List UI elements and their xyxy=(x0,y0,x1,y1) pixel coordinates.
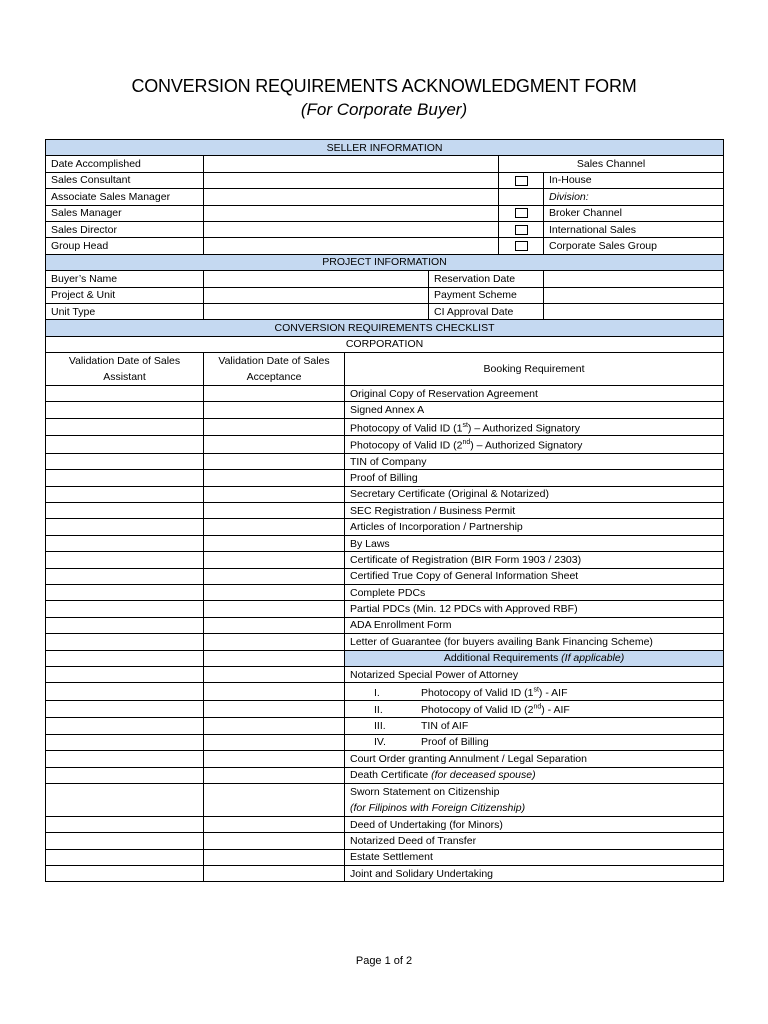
sales-acceptance-date-cell[interactable] xyxy=(204,734,345,750)
seller-field-label: Sales Director xyxy=(46,221,204,237)
payment-scheme-label: Payment Scheme xyxy=(429,287,544,303)
division-label-label: Division: xyxy=(544,189,724,205)
corporate-sales-group-checkbox-cell xyxy=(499,238,544,254)
requirement-item: Secretary Certificate (Original & Notarized) xyxy=(345,486,724,502)
sales-assistant-date-cell[interactable] xyxy=(46,751,204,767)
requirement-item: Articles of Incorporation / Partnership xyxy=(345,519,724,535)
sales-acceptance-date-cell[interactable] xyxy=(204,751,345,767)
ci-approval-date-label: CI Approval Date xyxy=(429,303,544,319)
death-certificate-note: (for deceased spouse) xyxy=(431,769,536,782)
death-certificate-label: Death Certificate xyxy=(350,769,429,782)
requirement-row xyxy=(46,503,724,519)
sales-assistant-date-cell[interactable] xyxy=(46,683,204,701)
col-validation-sales-acceptance: Validation Date of Sales Acceptance xyxy=(204,353,345,386)
requirement-row xyxy=(46,418,724,436)
buyer-name-input[interactable] xyxy=(204,271,429,287)
sales-assistant-date-cell[interactable] xyxy=(46,386,204,402)
requirement-item: Court Order granting Annulment / Legal Separation xyxy=(345,751,724,767)
requirement-item: Notarized Special Power of Attorney xyxy=(345,666,724,682)
sales-assistant-date-cell[interactable] xyxy=(46,767,204,783)
sales-assistant-date-cell[interactable] xyxy=(46,783,204,816)
spa-sub-number: IV. xyxy=(374,736,386,749)
requirement-item: TIN of Company xyxy=(345,453,724,469)
sales-assistant-date-cell[interactable] xyxy=(46,634,204,650)
additional-requirements-title: Additional Requirements xyxy=(443,652,559,665)
sales-acceptance-date-cell[interactable] xyxy=(204,833,345,849)
requirement-item: Joint and Solidary Undertaking xyxy=(345,866,724,882)
project-row xyxy=(46,287,724,303)
broker-channel-checkbox[interactable] xyxy=(515,208,528,218)
sales-assistant-date-cell[interactable] xyxy=(46,650,204,666)
sales-acceptance-date-cell[interactable] xyxy=(204,535,345,551)
sales-acceptance-date-cell[interactable] xyxy=(204,816,345,832)
seller-field-input[interactable] xyxy=(204,221,499,237)
corporation-row xyxy=(46,336,724,352)
sales-acceptance-date-cell[interactable] xyxy=(204,634,345,650)
sales-assistant-date-cell[interactable] xyxy=(46,519,204,535)
seller-row xyxy=(46,238,724,254)
requirement-item: Signed Annex A xyxy=(345,402,724,418)
seller-field-input[interactable] xyxy=(204,189,499,205)
spa-sub-text: Proof of Billing xyxy=(421,736,489,749)
sales-assistant-date-cell[interactable] xyxy=(46,436,204,454)
spa-sub-item xyxy=(345,734,724,750)
international-sales-checkbox-cell xyxy=(499,221,544,237)
sales-acceptance-date-cell[interactable] xyxy=(204,418,345,436)
sales-acceptance-date-cell[interactable] xyxy=(204,486,345,502)
requirement-row xyxy=(46,700,724,718)
project-unit-label: Project & Unit xyxy=(46,287,204,303)
seller-field-label: Associate Sales Manager xyxy=(46,189,204,205)
requirement-item xyxy=(345,783,724,816)
sales-assistant-date-cell[interactable] xyxy=(46,734,204,750)
sales-acceptance-date-cell[interactable] xyxy=(204,453,345,469)
spa-sub-text: Photocopy of Valid ID (2nd) - AIF xyxy=(421,703,570,717)
sales-acceptance-date-cell[interactable] xyxy=(204,666,345,682)
division-label-checkbox-cell xyxy=(499,189,544,205)
sales-assistant-date-cell[interactable] xyxy=(46,617,204,633)
sales-assistant-date-cell[interactable] xyxy=(46,470,204,486)
requirement-row xyxy=(46,568,724,584)
sales-acceptance-date-cell[interactable] xyxy=(204,866,345,882)
sales-acceptance-date-cell[interactable] xyxy=(204,718,345,734)
requirement-row xyxy=(46,617,724,633)
in-house-label: In-House xyxy=(544,172,724,188)
requirement-row xyxy=(46,470,724,486)
payment-scheme-input[interactable] xyxy=(544,287,724,303)
requirement-item: Complete PDCs xyxy=(345,584,724,600)
in-house-checkbox-cell xyxy=(499,172,544,188)
sales-assistant-date-cell[interactable] xyxy=(46,849,204,865)
requirement-row xyxy=(46,634,724,650)
spa-sub-number: I. xyxy=(374,686,380,699)
checklist-columns-row xyxy=(46,353,724,386)
requirement-row xyxy=(46,535,724,551)
requirement-item: Proof of Billing xyxy=(345,470,724,486)
sales-acceptance-date-cell[interactable] xyxy=(204,683,345,701)
requirement-row xyxy=(46,519,724,535)
seller-field-input[interactable] xyxy=(204,205,499,221)
sales-acceptance-date-cell[interactable] xyxy=(204,617,345,633)
requirement-row xyxy=(46,783,724,816)
unit-type-label: Unit Type xyxy=(46,303,204,319)
sales-assistant-date-cell[interactable] xyxy=(46,816,204,832)
sales-assistant-date-cell[interactable] xyxy=(46,833,204,849)
sales-acceptance-date-cell[interactable] xyxy=(204,470,345,486)
seller-row xyxy=(46,205,724,221)
project-row xyxy=(46,271,724,287)
sales-assistant-date-cell[interactable] xyxy=(46,486,204,502)
sales-acceptance-date-cell[interactable] xyxy=(204,650,345,666)
unit-type-input[interactable] xyxy=(204,303,429,319)
corporate-sales-group-label: Corporate Sales Group xyxy=(544,238,724,254)
seller-field-input[interactable] xyxy=(204,156,499,172)
sales-acceptance-date-cell[interactable] xyxy=(204,436,345,454)
sales-assistant-date-cell[interactable] xyxy=(46,700,204,718)
seller-field-label: Sales Manager xyxy=(46,205,204,221)
corporate-sales-group-checkbox[interactable] xyxy=(515,241,528,251)
requirement-item: Photocopy of Valid ID (1st) – Authorized Signatory xyxy=(345,418,724,436)
requirement-row xyxy=(46,816,724,832)
broker-channel-checkbox-cell xyxy=(499,205,544,221)
requirement-row xyxy=(46,866,724,882)
seller-field-input[interactable] xyxy=(204,238,499,254)
spa-sub-text: TIN of AIF xyxy=(421,720,469,733)
broker-channel-label: Broker Channel xyxy=(544,205,724,221)
sales-acceptance-date-cell[interactable] xyxy=(204,601,345,617)
spa-sub-item xyxy=(345,683,724,701)
requirement-item: Certificate of Registration (BIR Form 1903 / 2303) xyxy=(345,552,724,568)
seller-row xyxy=(46,189,724,205)
sales-assistant-date-cell[interactable] xyxy=(46,718,204,734)
seller-field-input[interactable] xyxy=(204,172,499,188)
sales-acceptance-date-cell[interactable] xyxy=(204,552,345,568)
sales-acceptance-date-cell[interactable] xyxy=(204,519,345,535)
form-title: CONVERSION REQUIREMENTS ACKNOWLEDGMENT FORM xyxy=(131,76,637,96)
form-subtitle: (For Corporate Buyer) xyxy=(300,100,468,119)
sales-assistant-date-cell[interactable] xyxy=(46,601,204,617)
sales-acceptance-date-cell[interactable] xyxy=(204,767,345,783)
sales-assistant-date-cell[interactable] xyxy=(46,453,204,469)
requirement-row xyxy=(46,650,724,666)
spa-sub-number: II. xyxy=(374,704,383,717)
requirement-row xyxy=(46,486,724,502)
ci-approval-date-input[interactable] xyxy=(544,303,724,319)
additional-requirements-header xyxy=(345,650,724,666)
sworn-statement-note: (for Filipinos with Foreign Citizenship) xyxy=(350,801,526,814)
project-header-row xyxy=(46,254,724,270)
requirement-row xyxy=(46,552,724,568)
sales-acceptance-date-cell[interactable] xyxy=(204,503,345,519)
requirement-item: Notarized Deed of Transfer xyxy=(345,833,724,849)
requirement-row xyxy=(46,402,724,418)
sales-assistant-date-cell[interactable] xyxy=(46,552,204,568)
seller-field-label: Group Head xyxy=(46,238,204,254)
requirement-row xyxy=(46,683,724,701)
reservation-date-input[interactable] xyxy=(544,271,724,287)
in-house-checkbox[interactable] xyxy=(515,176,528,186)
sales-acceptance-date-cell[interactable] xyxy=(204,849,345,865)
requirement-row xyxy=(46,734,724,750)
international-sales-checkbox[interactable] xyxy=(515,225,528,235)
sworn-statement-label: Sworn Statement on Citizenship xyxy=(350,785,500,798)
additional-requirements-note: (If applicable) xyxy=(561,652,625,665)
requirement-row xyxy=(46,436,724,454)
requirement-item: Deed of Undertaking (for Minors) xyxy=(345,816,724,832)
project-unit-input[interactable] xyxy=(204,287,429,303)
sales-assistant-date-cell[interactable] xyxy=(46,584,204,600)
requirement-row xyxy=(46,386,724,402)
sales-assistant-date-cell[interactable] xyxy=(46,503,204,519)
sales-acceptance-date-cell[interactable] xyxy=(204,584,345,600)
buyer-name-label: Buyer’s Name xyxy=(46,271,204,287)
sales-acceptance-date-cell[interactable] xyxy=(204,783,345,816)
requirement-item: SEC Registration / Business Permit xyxy=(345,503,724,519)
requirement-item: Estate Settlement xyxy=(345,849,724,865)
requirement-item: Letter of Guarantee (for buyers availing Bank Financing Scheme) xyxy=(345,634,724,650)
spa-sub-number: III. xyxy=(374,720,386,733)
requirement-row xyxy=(46,666,724,682)
requirement-item: ADA Enrollment Form xyxy=(345,617,724,633)
requirement-row xyxy=(46,833,724,849)
page-number: Page 1 of 2 xyxy=(355,955,413,967)
sales-assistant-date-cell[interactable] xyxy=(46,535,204,551)
sales-channel-header: Sales Channel xyxy=(499,156,724,172)
col-booking-requirement: Booking Requirement xyxy=(345,353,724,386)
col-validation-sales-assistant: Validation Date of Sales Assistant xyxy=(46,353,204,386)
corporation-subheader: CORPORATION xyxy=(46,336,724,352)
requirement-item: By Laws xyxy=(345,535,724,551)
reservation-date-label: Reservation Date xyxy=(429,271,544,287)
spa-sub-text: Photocopy of Valid ID (1st) - AIF xyxy=(421,686,568,699)
sales-acceptance-date-cell[interactable] xyxy=(204,568,345,584)
seller-field-label: Sales Consultant xyxy=(46,172,204,188)
seller-row xyxy=(46,172,724,188)
checklist-header-row xyxy=(46,320,724,336)
sales-assistant-date-cell[interactable] xyxy=(46,402,204,418)
sales-assistant-date-cell[interactable] xyxy=(46,418,204,436)
project-info-header: PROJECT INFORMATION xyxy=(46,254,724,270)
requirement-item: Certified True Copy of General Information Sheet xyxy=(345,568,724,584)
checklist-header: CONVERSION REQUIREMENTS CHECKLIST xyxy=(46,320,724,336)
requirement-row xyxy=(46,849,724,865)
requirement-row xyxy=(46,718,724,734)
form-table xyxy=(45,139,724,882)
sales-acceptance-date-cell[interactable] xyxy=(204,386,345,402)
seller-field-label: Date Accomplished xyxy=(46,156,204,172)
seller-row xyxy=(46,221,724,237)
sales-assistant-date-cell[interactable] xyxy=(46,666,204,682)
requirement-row xyxy=(46,751,724,767)
project-row xyxy=(46,303,724,319)
international-sales-label: International Sales xyxy=(544,221,724,237)
spa-sub-item xyxy=(345,718,724,734)
requirement-item xyxy=(345,767,724,783)
sales-acceptance-date-cell[interactable] xyxy=(204,402,345,418)
requirement-row xyxy=(46,453,724,469)
sales-assistant-date-cell[interactable] xyxy=(46,568,204,584)
requirement-item: Photocopy of Valid ID (2nd) – Authorized Signatory xyxy=(345,436,724,454)
requirement-row xyxy=(46,767,724,783)
requirement-item: Original Copy of Reservation Agreement xyxy=(345,386,724,402)
sales-assistant-date-cell[interactable] xyxy=(46,866,204,882)
requirement-item: Partial PDCs (Min. 12 PDCs with Approved RBF) xyxy=(345,601,724,617)
seller-row xyxy=(46,156,724,172)
seller-header-row xyxy=(46,140,724,156)
sales-acceptance-date-cell[interactable] xyxy=(204,700,345,718)
spa-sub-item xyxy=(345,700,724,718)
requirement-row xyxy=(46,584,724,600)
seller-info-header: SELLER INFORMATION xyxy=(46,140,724,156)
requirement-row xyxy=(46,601,724,617)
